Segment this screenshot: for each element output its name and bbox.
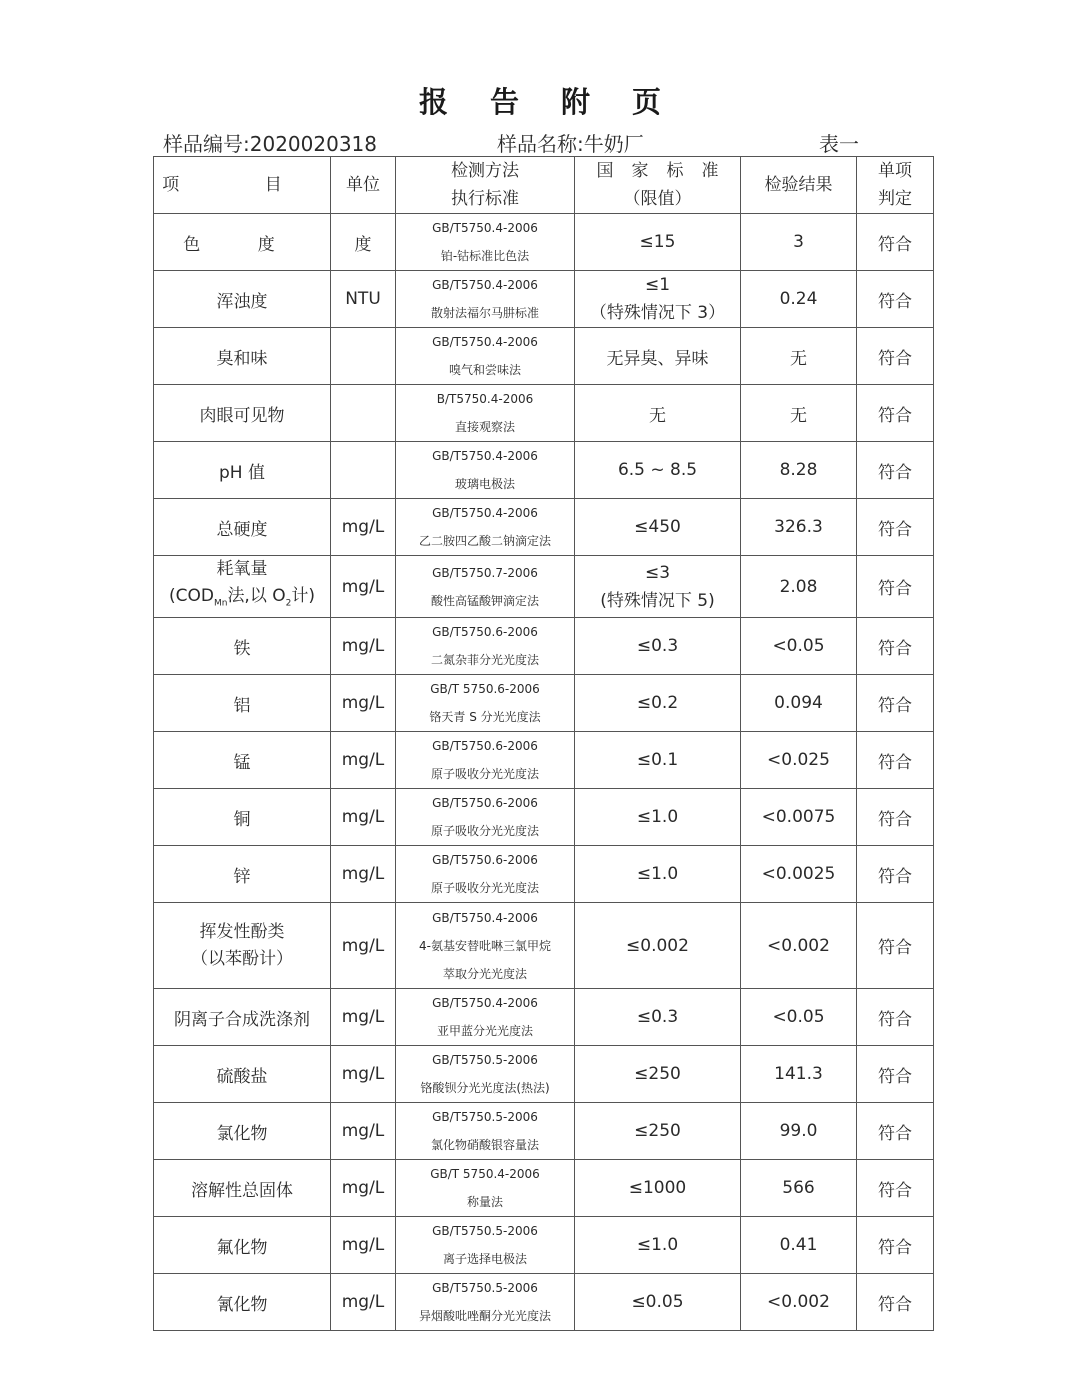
standard-cell: ≤0.002 bbox=[575, 903, 741, 989]
result-cell: 无 bbox=[741, 328, 857, 385]
test-results-table bbox=[153, 156, 934, 1331]
item-cell: 臭和味 bbox=[154, 328, 331, 385]
method-cell bbox=[396, 328, 575, 385]
method-code: GB/T5750.4-2006 bbox=[432, 449, 538, 463]
header-item-label: 项 目 bbox=[162, 174, 322, 195]
method-code: GB/T5750.4-2006 bbox=[432, 910, 538, 925]
sample-name-value: 牛奶厂 bbox=[583, 132, 644, 156]
method-code: GB/T5750.6-2006 bbox=[432, 739, 538, 754]
method-name: 酸性高锰酸钾滴定法 bbox=[430, 593, 539, 608]
unit-cell: mg/L bbox=[331, 1160, 396, 1217]
method-code: GB/T5750.4-2006 bbox=[432, 996, 538, 1011]
standard-cell: ≤15 bbox=[575, 214, 741, 271]
item-cell: 氟化物 bbox=[154, 1217, 331, 1274]
item-cell: 铁 bbox=[154, 618, 331, 675]
judgement-cell: 符合 bbox=[857, 903, 934, 989]
sample-number-value: 2020020318 bbox=[249, 132, 377, 156]
method-cell bbox=[396, 385, 575, 442]
method-code: GB/T5750.5-2006 bbox=[432, 1281, 538, 1296]
result-cell: 566 bbox=[741, 1160, 857, 1217]
standard-cell: ≤0.2 bbox=[575, 675, 741, 732]
unit-cell: 度 bbox=[331, 214, 396, 271]
result-cell: 3 bbox=[741, 214, 857, 271]
table-row bbox=[154, 442, 934, 499]
header-standard-line1: 国家标准 bbox=[596, 161, 737, 181]
table-row bbox=[154, 1217, 934, 1274]
method-name: 嗅气和尝味法 bbox=[448, 363, 521, 377]
standard-cell: ≤250 bbox=[575, 1046, 741, 1103]
method-code: GB/T 5750.6-2006 bbox=[430, 682, 540, 697]
unit-cell: mg/L bbox=[331, 499, 396, 556]
judgement-cell: 符合 bbox=[857, 1274, 934, 1331]
item-name: 挥发性酚类 bbox=[199, 921, 285, 942]
unit-cell: mg/L bbox=[331, 618, 396, 675]
method-name: 异烟酸吡唑酮分光光度法 bbox=[418, 1309, 551, 1324]
method-code: GB/T5750.7-2006 bbox=[432, 565, 538, 580]
result-cell: 8.28 bbox=[741, 442, 857, 499]
judgement-cell: 符合 bbox=[857, 271, 934, 328]
method-cell bbox=[396, 989, 575, 1046]
method-name: 散射法福尔马肼标准 bbox=[430, 306, 539, 320]
judgement-cell: 符合 bbox=[857, 732, 934, 789]
item-subscript: 2 bbox=[285, 598, 292, 609]
standard-cell bbox=[575, 556, 741, 618]
method-name: 原子吸收分光光度法 bbox=[430, 824, 539, 839]
table-row bbox=[154, 989, 934, 1046]
result-cell: 0.24 bbox=[741, 271, 857, 328]
method-name-line2: 萃取分光光度法 bbox=[442, 966, 527, 981]
unit-cell bbox=[331, 385, 396, 442]
item-cell: 肉眼可见物 bbox=[154, 385, 331, 442]
result-cell: 99.0 bbox=[741, 1103, 857, 1160]
table-row bbox=[154, 903, 934, 989]
result-cell: 无 bbox=[741, 385, 857, 442]
item-cell bbox=[154, 214, 331, 271]
judgement-cell: 符合 bbox=[857, 556, 934, 618]
method-name: 亚甲蓝分光光度法 bbox=[436, 1024, 533, 1039]
header-result: 检验结果 bbox=[741, 157, 857, 214]
standard-cell bbox=[575, 271, 741, 328]
unit-cell bbox=[331, 442, 396, 499]
item-cell: 氯化物 bbox=[154, 1103, 331, 1160]
method-cell bbox=[396, 1046, 575, 1103]
standard-value: ≤3 bbox=[644, 562, 671, 583]
item-cell: 浑浊度 bbox=[154, 271, 331, 328]
standard-value: ≤1 bbox=[644, 275, 671, 295]
method-code: GB/T5750.5-2006 bbox=[432, 1110, 538, 1125]
method-code: GB/T5750.6-2006 bbox=[432, 796, 538, 811]
item-cell: 铜 bbox=[154, 789, 331, 846]
method-code: GB/T5750.5-2006 bbox=[432, 1053, 538, 1068]
method-cell bbox=[396, 903, 575, 989]
judgement-cell: 符合 bbox=[857, 789, 934, 846]
method-code: GB/T5750.4-2006 bbox=[432, 278, 538, 292]
result-cell: <0.002 bbox=[741, 903, 857, 989]
method-name: 原子吸收分光光度法 bbox=[430, 767, 539, 782]
judgement-cell: 符合 bbox=[857, 846, 934, 903]
table-row bbox=[154, 789, 934, 846]
header-unit: 单位 bbox=[331, 157, 396, 214]
unit-cell: NTU bbox=[331, 271, 396, 328]
unit-cell: mg/L bbox=[331, 1046, 396, 1103]
standard-cell: 无异臭、异味 bbox=[575, 328, 741, 385]
table-row bbox=[154, 618, 934, 675]
standard-cell: ≤1.0 bbox=[575, 789, 741, 846]
method-code: GB/T5750.5-2006 bbox=[432, 1224, 538, 1239]
result-cell: <0.05 bbox=[741, 989, 857, 1046]
standard-cell: ≤0.05 bbox=[575, 1274, 741, 1331]
table-row bbox=[154, 1103, 934, 1160]
sample-number-label: 样品编号: bbox=[163, 132, 250, 156]
item-text: (COD bbox=[168, 586, 214, 606]
header-method-line2: 执行标准 bbox=[451, 189, 519, 209]
item-text: 计) bbox=[291, 586, 316, 606]
item-cell: 锰 bbox=[154, 732, 331, 789]
table-row bbox=[154, 328, 934, 385]
header-judgement-line2: 判定 bbox=[878, 189, 912, 209]
judgement-cell: 符合 bbox=[857, 1217, 934, 1274]
method-name: 铬天青 S 分光光度法 bbox=[429, 710, 541, 725]
method-code: B/T5750.4-2006 bbox=[436, 392, 534, 406]
page-title: 报告附页 bbox=[418, 85, 703, 119]
judgement-cell: 符合 bbox=[857, 214, 934, 271]
method-cell bbox=[396, 499, 575, 556]
judgement-cell: 符合 bbox=[857, 442, 934, 499]
result-cell: <0.0025 bbox=[741, 846, 857, 903]
item-cell bbox=[154, 556, 331, 618]
result-cell: 0.094 bbox=[741, 675, 857, 732]
method-cell bbox=[396, 618, 575, 675]
standard-cell: 6.5 ~ 8.5 bbox=[575, 442, 741, 499]
method-cell bbox=[396, 1103, 575, 1160]
table-row bbox=[154, 214, 934, 271]
method-cell bbox=[396, 732, 575, 789]
method-cell bbox=[396, 789, 575, 846]
judgement-cell: 符合 bbox=[857, 675, 934, 732]
standard-cell: ≤1.0 bbox=[575, 846, 741, 903]
item-name: 色 度 bbox=[183, 234, 301, 255]
sample-name-label: 样品名称: bbox=[497, 132, 584, 156]
method-name: 直接观察法 bbox=[454, 420, 515, 434]
method-code: GB/T5750.4-2006 bbox=[432, 221, 538, 235]
standard-note: (特殊情况下 5) bbox=[600, 590, 715, 611]
standard-cell: ≤1000 bbox=[575, 1160, 741, 1217]
result-cell: <0.025 bbox=[741, 732, 857, 789]
method-name: 4-氨基安替吡啉三氯甲烷 bbox=[419, 938, 551, 953]
unit-cell: mg/L bbox=[331, 846, 396, 903]
table-row bbox=[154, 846, 934, 903]
method-name: 离子选择电极法 bbox=[442, 1252, 527, 1267]
sample-name bbox=[497, 128, 644, 157]
table-row bbox=[154, 732, 934, 789]
item-subscript: Mn bbox=[213, 598, 228, 609]
unit-cell: mg/L bbox=[331, 989, 396, 1046]
method-cell bbox=[396, 1274, 575, 1331]
judgement-cell: 符合 bbox=[857, 618, 934, 675]
item-cell: 锌 bbox=[154, 846, 331, 903]
item-name-line2 bbox=[154, 583, 330, 617]
item-cell: 铝 bbox=[154, 675, 331, 732]
method-code: GB/T5750.6-2006 bbox=[432, 625, 538, 640]
method-code: GB/T5750.4-2006 bbox=[432, 335, 538, 349]
result-cell: 0.41 bbox=[741, 1217, 857, 1274]
item-cell: 总硬度 bbox=[154, 499, 331, 556]
judgement-cell: 符合 bbox=[857, 1103, 934, 1160]
method-name: 玻璃电极法 bbox=[454, 477, 515, 491]
unit-cell: mg/L bbox=[331, 556, 396, 618]
unit-cell bbox=[331, 328, 396, 385]
table-label: 表一 bbox=[819, 132, 859, 156]
header-method-line1: 检测方法 bbox=[451, 161, 519, 181]
method-name: 乙二胺四乙酸二钠滴定法 bbox=[418, 534, 551, 548]
table-row bbox=[154, 1274, 934, 1331]
method-cell bbox=[396, 675, 575, 732]
method-name: 铬酸钡分光光度法(热法) bbox=[420, 1081, 550, 1096]
table-row bbox=[154, 499, 934, 556]
judgement-cell: 符合 bbox=[857, 328, 934, 385]
table-row bbox=[154, 1160, 934, 1217]
standard-cell: ≤250 bbox=[575, 1103, 741, 1160]
item-cell: 阴离子合成洗涤剂 bbox=[154, 989, 331, 1046]
result-cell: 2.08 bbox=[741, 556, 857, 618]
result-cell: <0.0075 bbox=[741, 789, 857, 846]
method-cell bbox=[396, 1160, 575, 1217]
unit-cell: mg/L bbox=[331, 1274, 396, 1331]
item-cell: 溶解性总固体 bbox=[154, 1160, 331, 1217]
method-name: 二氮杂菲分光光度法 bbox=[430, 653, 539, 668]
method-name: 原子吸收分光光度法 bbox=[430, 881, 539, 896]
unit-cell: mg/L bbox=[331, 675, 396, 732]
table-row bbox=[154, 385, 934, 442]
judgement-cell: 符合 bbox=[857, 385, 934, 442]
judgement-cell: 符合 bbox=[857, 499, 934, 556]
item-name: 耗氧量 bbox=[216, 559, 268, 579]
unit-cell: mg/L bbox=[331, 903, 396, 989]
standard-cell: ≤0.3 bbox=[575, 989, 741, 1046]
table-row bbox=[154, 1046, 934, 1103]
unit-cell: mg/L bbox=[331, 1103, 396, 1160]
method-name: 氯化物硝酸银容量法 bbox=[430, 1138, 539, 1153]
method-cell bbox=[396, 846, 575, 903]
judgement-cell: 符合 bbox=[857, 989, 934, 1046]
judgement-cell: 符合 bbox=[857, 1046, 934, 1103]
result-cell: <0.05 bbox=[741, 618, 857, 675]
item-cell: 氰化物 bbox=[154, 1274, 331, 1331]
method-code: GB/T 5750.4-2006 bbox=[430, 1167, 540, 1182]
method-cell bbox=[396, 556, 575, 618]
standard-note: （特殊情况下 3） bbox=[589, 303, 726, 323]
item-name-line2: （以苯酚计） bbox=[191, 948, 293, 969]
standard-cell: ≤450 bbox=[575, 499, 741, 556]
standard-cell: 无 bbox=[575, 385, 741, 442]
table-row bbox=[154, 675, 934, 732]
standard-cell: ≤1.0 bbox=[575, 1217, 741, 1274]
method-cell bbox=[396, 214, 575, 271]
table-row bbox=[154, 556, 934, 618]
header-standard bbox=[575, 157, 741, 214]
method-cell bbox=[396, 1217, 575, 1274]
method-cell bbox=[396, 271, 575, 328]
result-cell: <0.002 bbox=[741, 1274, 857, 1331]
item-cell: 硫酸盐 bbox=[154, 1046, 331, 1103]
table-row bbox=[154, 271, 934, 328]
header-judgement bbox=[857, 157, 934, 214]
unit-cell: mg/L bbox=[331, 1217, 396, 1274]
item-cell bbox=[154, 903, 331, 989]
standard-cell: ≤0.3 bbox=[575, 618, 741, 675]
result-cell: 326.3 bbox=[741, 499, 857, 556]
judgement-cell: 符合 bbox=[857, 1160, 934, 1217]
unit-cell: mg/L bbox=[331, 789, 396, 846]
header-method bbox=[396, 157, 575, 214]
method-code: GB/T5750.6-2006 bbox=[432, 853, 538, 868]
header-judgement-line1: 单项 bbox=[878, 161, 912, 181]
table-header-row bbox=[154, 157, 934, 214]
method-name: 称量法 bbox=[466, 1195, 503, 1210]
header-item bbox=[154, 157, 331, 214]
method-name: 铂-钴标准比色法 bbox=[440, 249, 530, 263]
header-standard-line2: （限值） bbox=[623, 189, 692, 209]
unit-cell: mg/L bbox=[331, 732, 396, 789]
item-text: 法,以 O bbox=[227, 586, 286, 606]
sample-number bbox=[163, 128, 377, 157]
method-code: GB/T5750.4-2006 bbox=[432, 506, 538, 520]
method-cell bbox=[396, 442, 575, 499]
standard-cell: ≤0.1 bbox=[575, 732, 741, 789]
result-cell: 141.3 bbox=[741, 1046, 857, 1103]
item-cell: pH 值 bbox=[154, 442, 331, 499]
